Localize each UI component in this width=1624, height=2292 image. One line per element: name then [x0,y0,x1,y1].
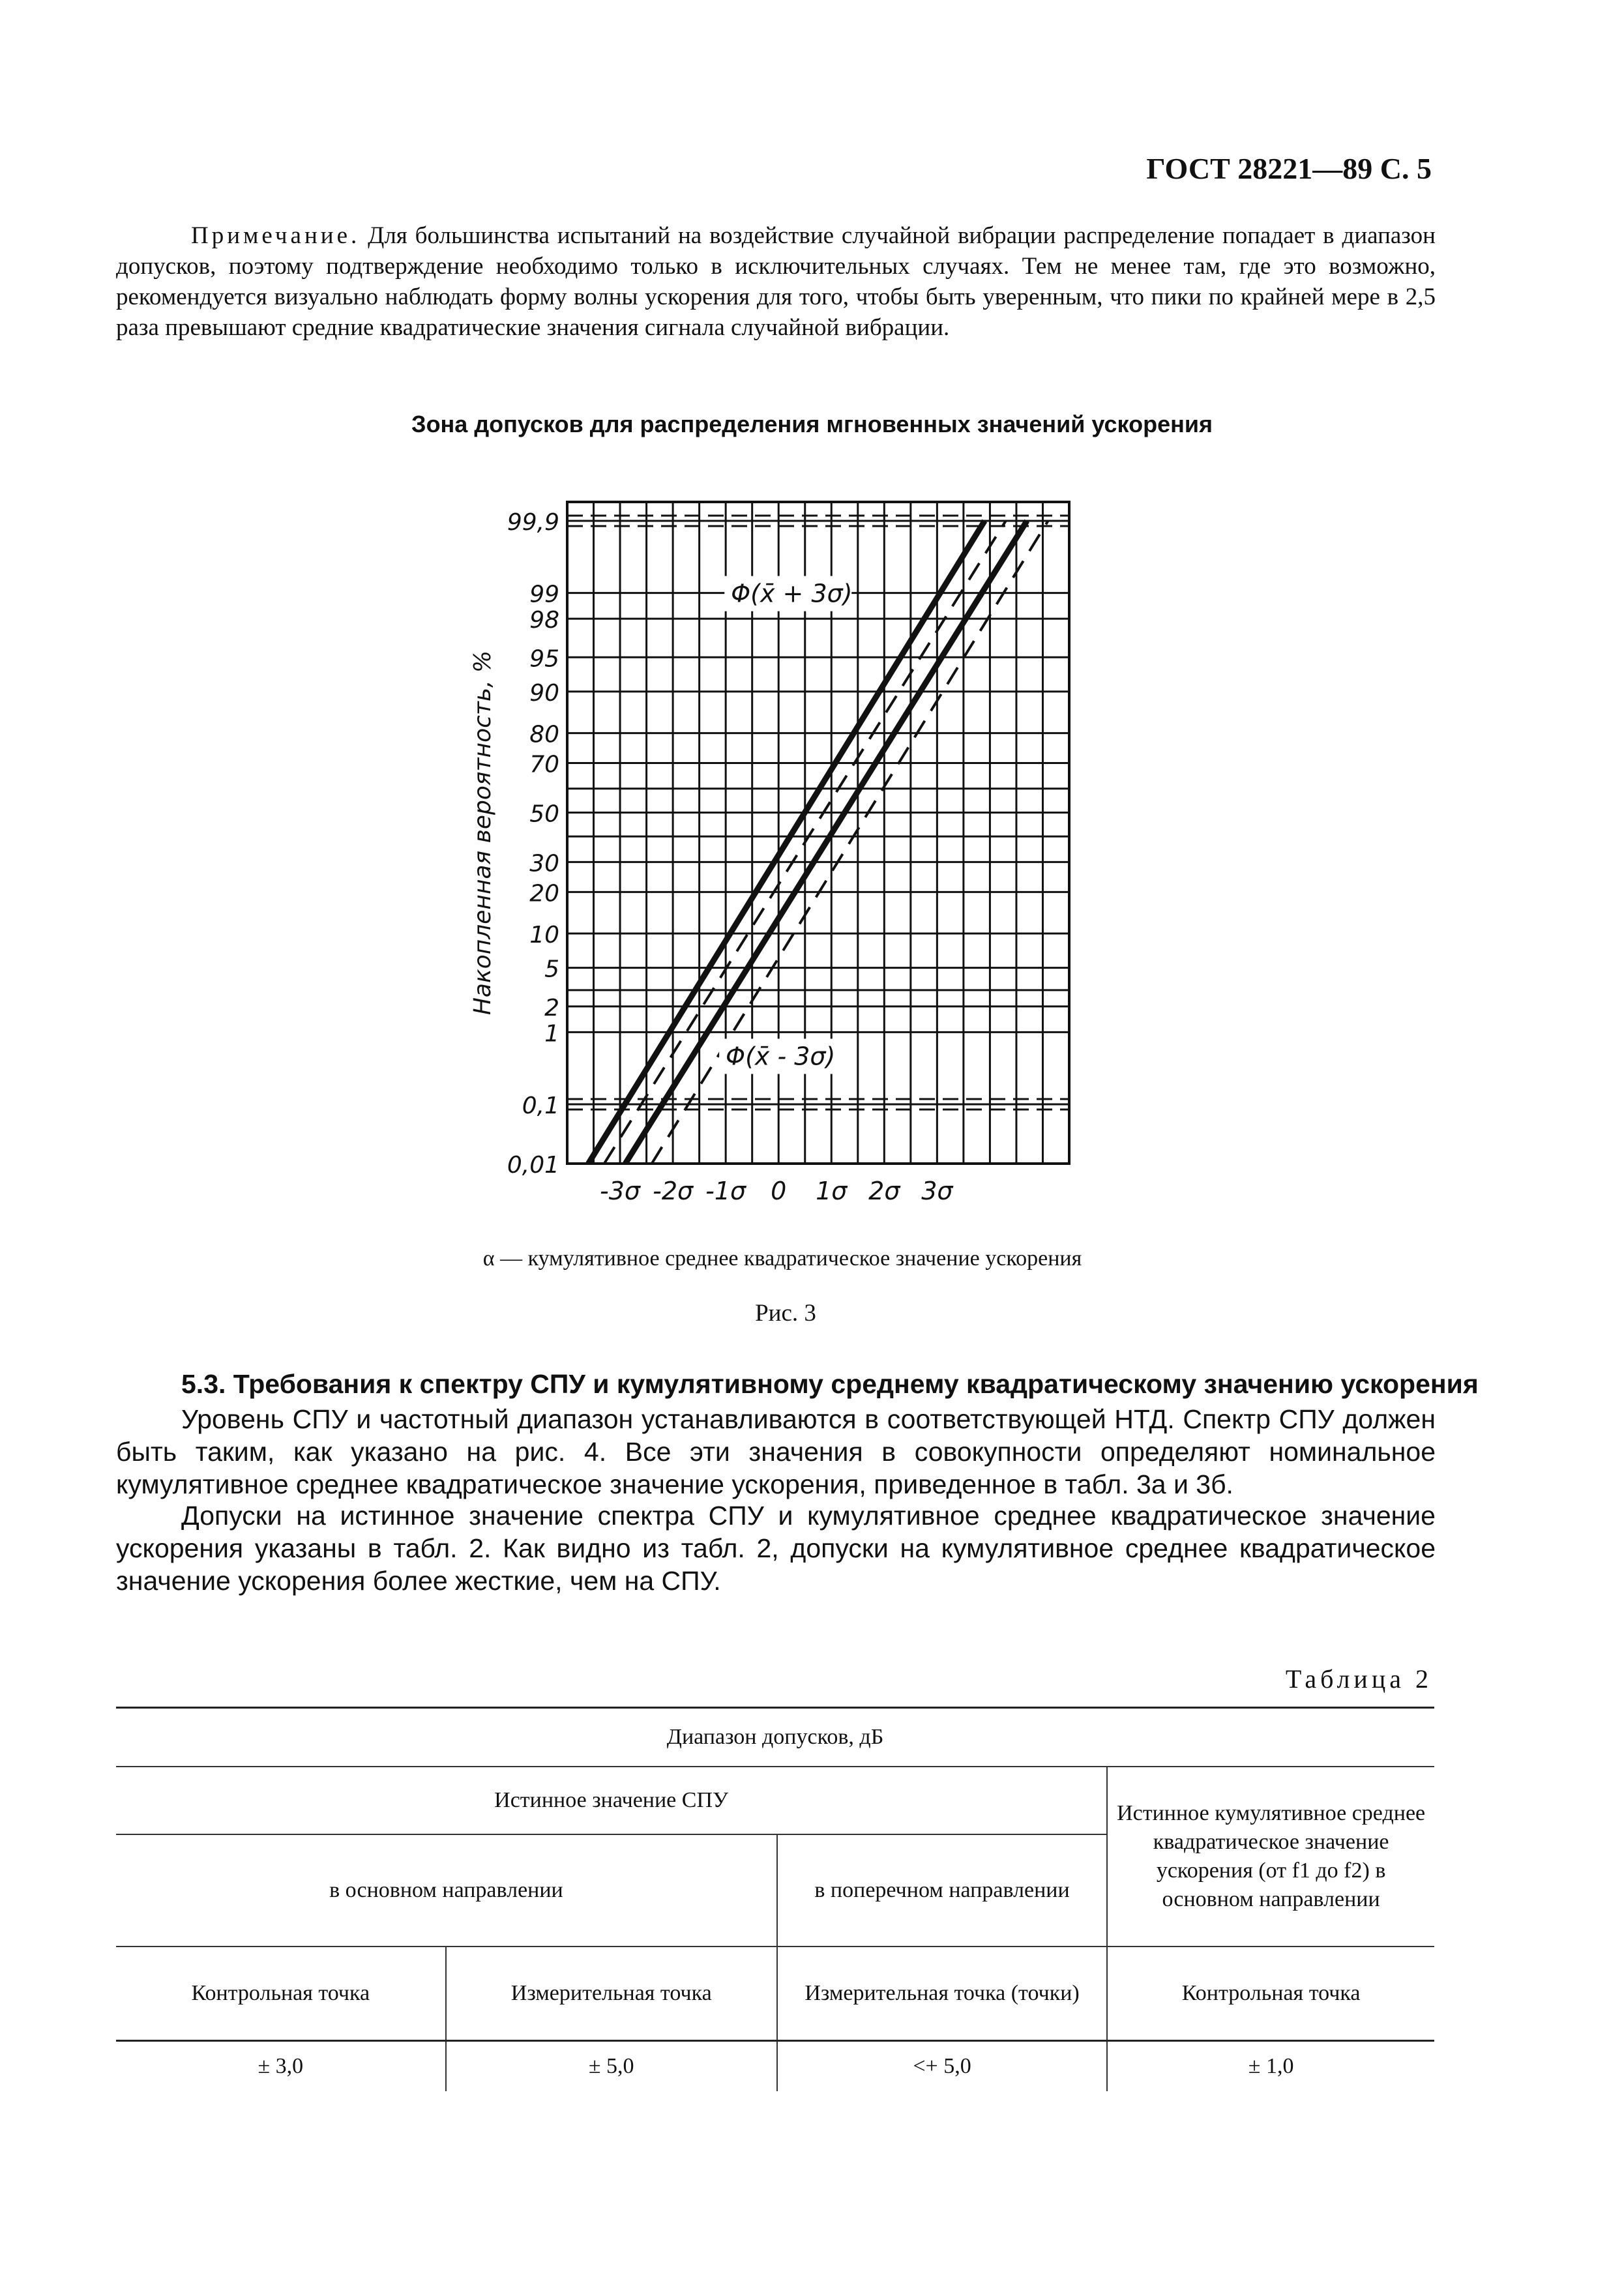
x-tick-label: -3σ [600,1177,641,1205]
section-paragraph-2: Допуски на истинное значение спектра СПУ и кумулятивное среднее квадратическое значение ускорения указаны в табл. 2. Как видно из табл. 2, допуски на кумулятивное среднее квадратическое значение ускорения более жесткие, чем на СПУ. [116,1501,1436,1596]
y-tick-label: 90 [529,679,559,707]
x-tick-label: -1σ [705,1177,746,1205]
curve-annotation: Φ(x̄ - 3σ) [726,1042,836,1071]
x-tick-label: 2σ [868,1177,900,1205]
table-label: Таблица 2 [1285,1664,1432,1694]
section-title: 5.3. Требования к спектру СПУ и кумулятивному среднему квадратическому значению ускорения [181,1369,1479,1399]
y-tick-label: 30 [529,850,559,877]
y-tick-label: 50 [529,801,559,828]
x-tick-label: -2σ [653,1177,694,1205]
y-tick-label: 70 [529,751,559,778]
y-tick-label: 95 [529,645,559,673]
figure-title: Зона допусков для распределения мгновенных значений ускорения [411,411,1213,437]
value-cumulative: ± 1,0 [1107,2041,1434,2092]
y-tick-label: 1 [544,1020,559,1048]
col-measuring-points: Измерительная точка (точки) [777,1947,1107,2041]
y-tick-label: 2 [544,994,559,1021]
page-header: ГОСТ 28221—89 С. 5 [1146,152,1432,185]
x-tick-label: 1σ [816,1177,848,1205]
note-paragraph [116,220,1436,343]
y-tick-label: 10 [529,922,559,949]
y-tick-label: 99 [529,581,559,608]
note-text: Для большинства испытаний на воздействие случайной вибрации распределение попадает в диапазон допусков, поэтому подтверждение необходимо только в исключительных случаях. Тем не менее там, где это возможно, рекомендуется визуально наблюдать форму волны ускорения для того, чтобы быть уверенным, что пики по крайней мере в 2,5 раза превышают средние квадратические значения сигнала случайной вибрации. [116,222,1436,341]
note-label: Примечание. [191,222,361,249]
x-tick-label: 0 [771,1177,787,1205]
header-cumulative-text: Истинное кумулятивное среднее квадратическое значение ускорения (от f1 до f2) в основном направлении [1117,1801,1426,1911]
col-control-point: Контрольная точка [116,1947,446,2041]
figure-label: Рис. 3 [755,1300,816,1327]
y-tick-label: 80 [529,721,559,748]
curve-annotation: Φ(x̄ + 3σ) [731,579,853,608]
header-spu: Истинное значение СПУ [116,1767,1107,1834]
header-cross-direction: в поперечном направлении [777,1834,1107,1947]
header-main-direction: в основном направлении [116,1834,777,1947]
x-tick-label: 3σ [921,1177,953,1205]
y-tick-label: 0,1 [522,1092,559,1119]
value-cross: <+ 5,0 [777,2041,1107,2092]
value-control: ± 3,0 [258,2054,304,2078]
table-top-header: Диапазон допусков, дБ [116,1708,1434,1767]
value-measuring: ± 5,0 [446,2041,777,2092]
y-tick-label: 5 [544,956,559,983]
tolerance-table [116,1707,1434,2091]
series-dashed-line [652,521,1048,1164]
alpha-caption: α — кумулятивное среднее квадратическое значение ускорения [482,1246,1082,1271]
y-tick-label: 99,9 [507,509,559,536]
y-axis-label: Накопленная вероятность, % [469,650,496,1016]
probability-chart [456,486,1108,1222]
col-measuring-point: Измерительная точка [446,1947,777,2041]
y-tick-label: 98 [529,607,559,634]
y-tick-label: 0,01 [507,1152,559,1179]
header-cumulative [1107,1767,1434,1947]
col-control-point-cum: Контрольная точка [1107,1947,1434,2041]
section-paragraph-1: Уровень СПУ и частотный диапазон устанавливаются в соответствующей НТД. Спектр СПУ должен быть таким, как указано на рис. 4. Все эти значения в совокупности определяют номинальное кумулятивное среднее квадратическое значение ускорения, приведенное в табл. 3а и 3б. [116,1404,1436,1499]
y-tick-label: 20 [529,880,559,907]
